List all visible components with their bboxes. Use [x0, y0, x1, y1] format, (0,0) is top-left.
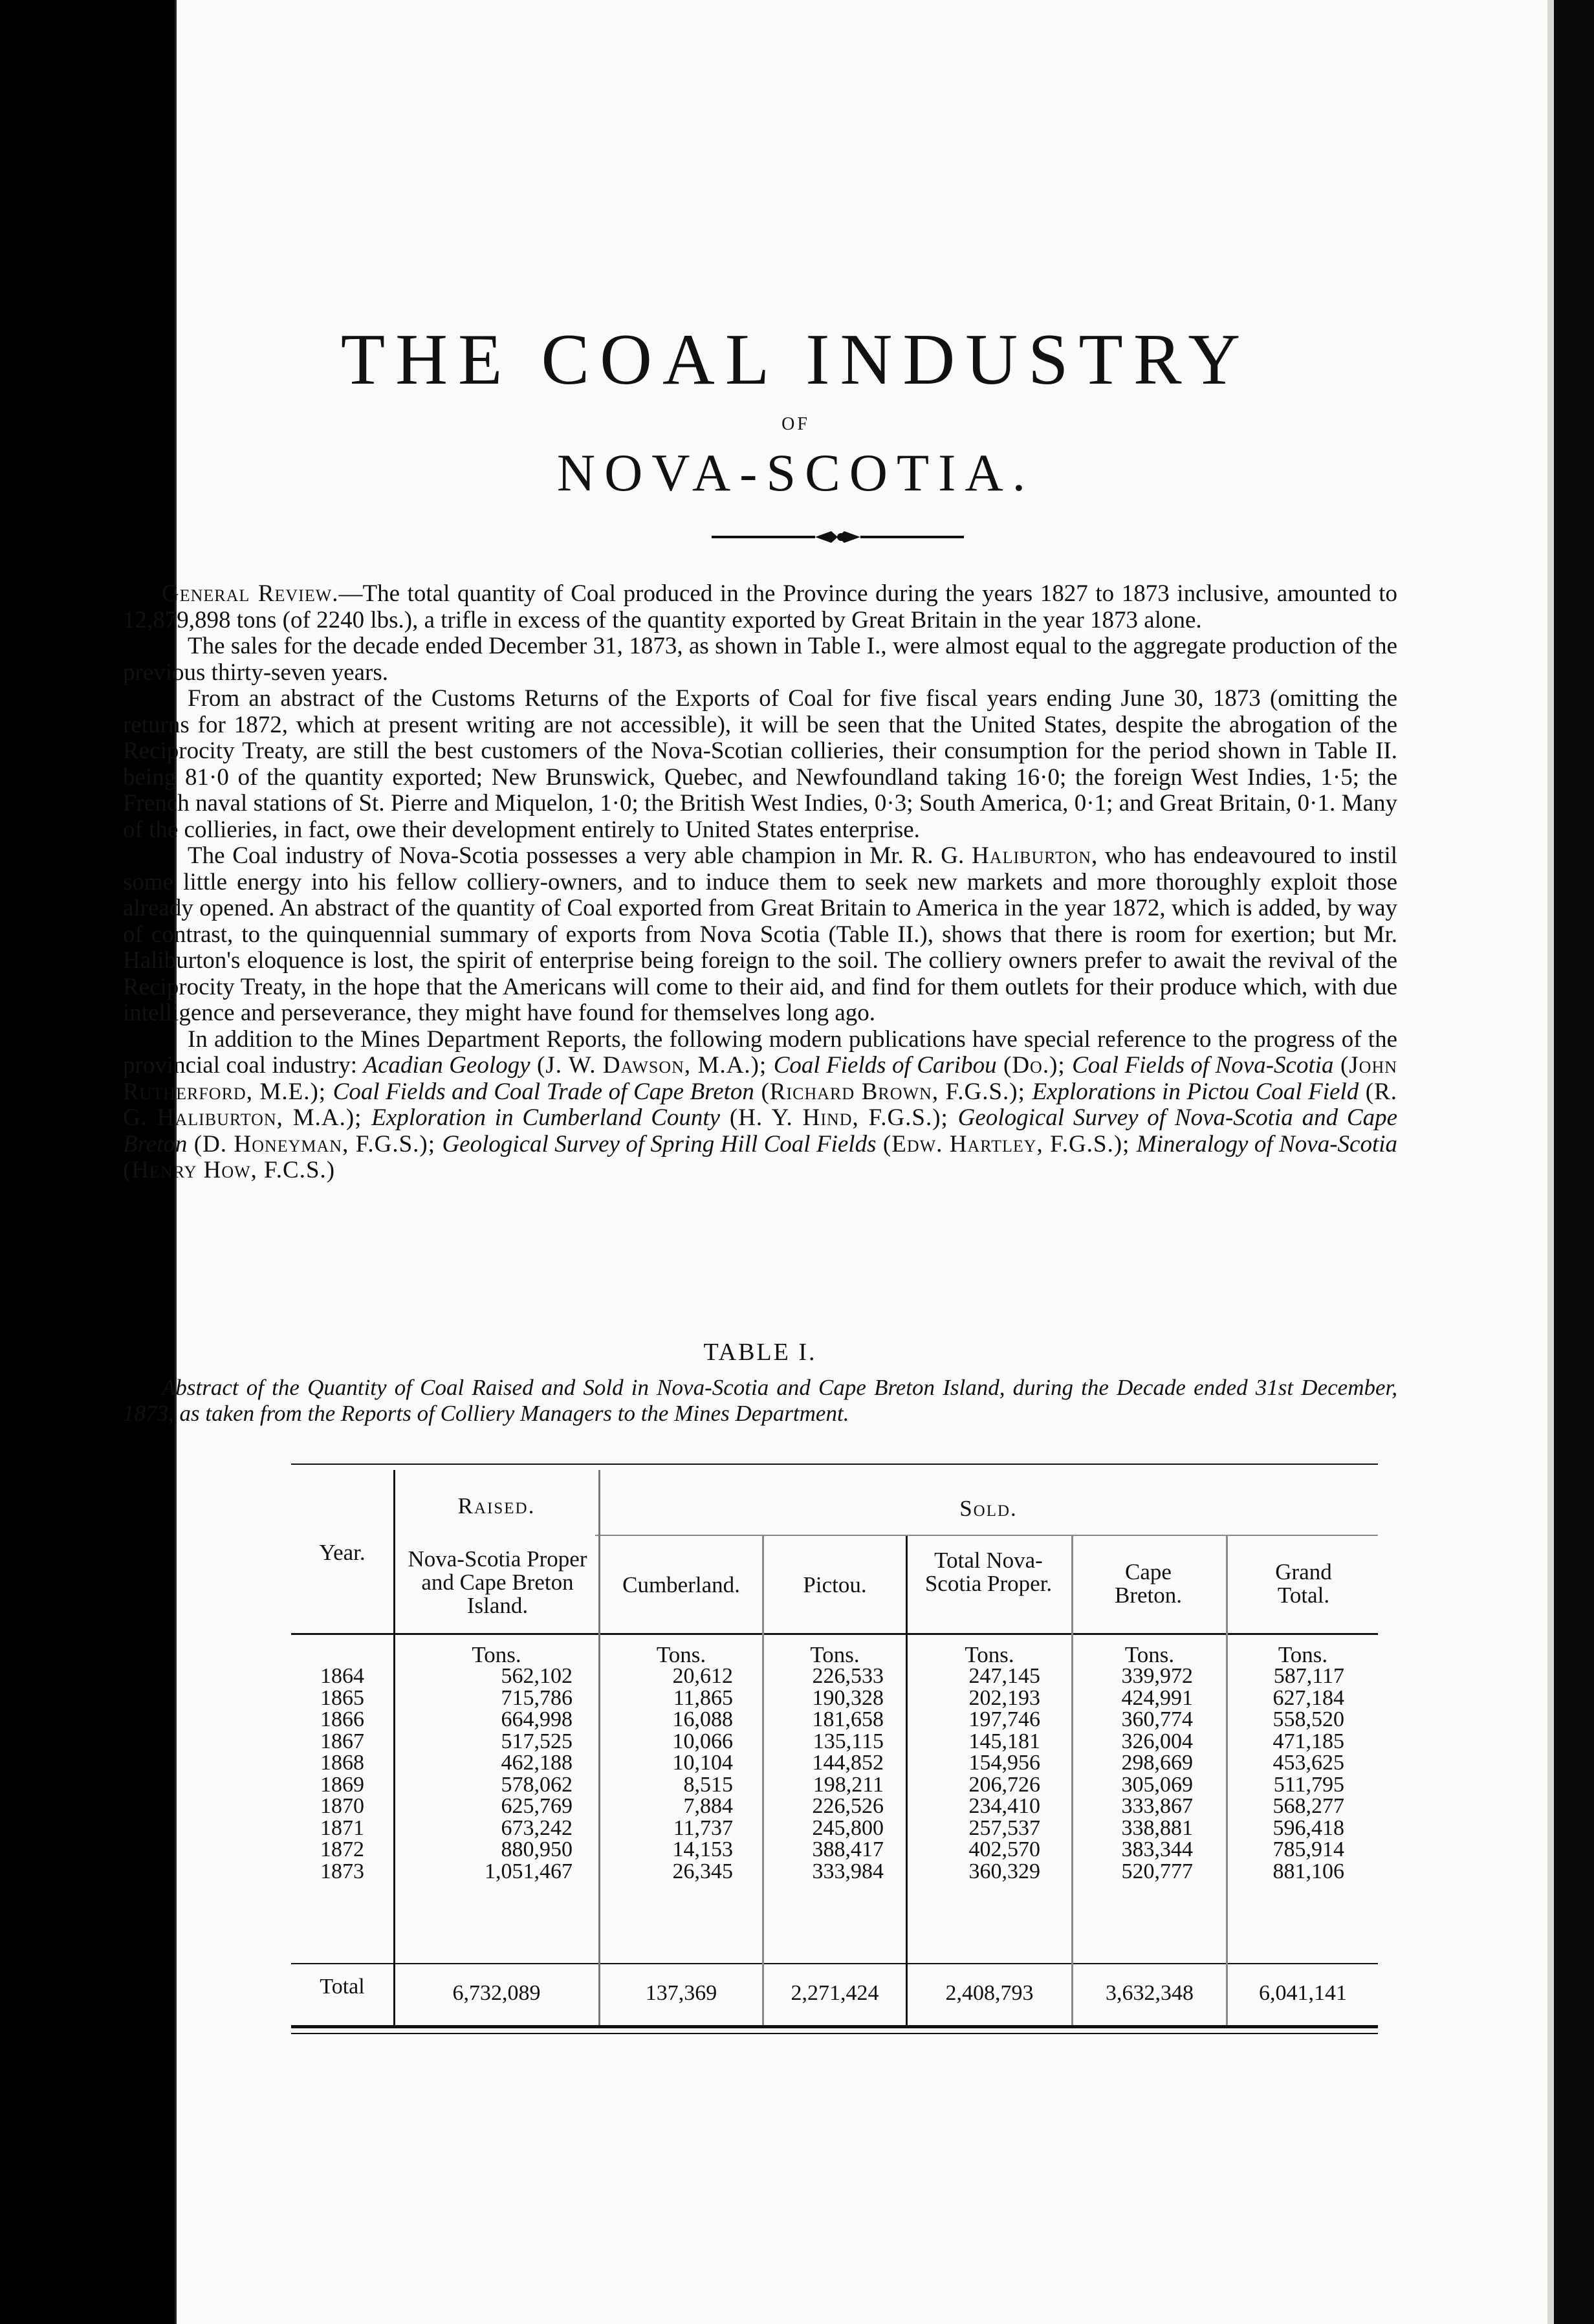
- table-cell: 333,984: [812, 1859, 884, 1883]
- table-cell: 388,417: [812, 1837, 884, 1861]
- table-cell: 673,242: [501, 1815, 573, 1840]
- table-cell: 154,956: [968, 1751, 1040, 1775]
- paragraph-3: From an abstract of the Customs Returns of the Exports of Coal for five fiscal years ending June 30, 1873 (omitting the returns for 1872, which at present writing are not accessible), it will be seen that the United States, despite the abrogation of the Reciprocity Treaty, are still the best customers of the Nova-Scotian collieries, their consumption for the period shown in Table II. being 81·0 of the quantity exported; New Brunswick, Quebec, and Newfoundland taking 16·0; the foreign West Indies, 1·5; the French naval stations of St. Pierre and Miquelon, 1·0; the British West Indies, 0·3; South America, 0·1; and Great Britain, 0·1. Many of the collieries, in fact, owe their development entirely to United States enterprise.: [123, 685, 1397, 843]
- table-cell: 234,410: [968, 1794, 1040, 1818]
- cumberland-col: [600, 1665, 733, 1882]
- table-cell: 16,088: [672, 1707, 733, 1731]
- table-cell: 298,669: [1121, 1751, 1193, 1775]
- unit-label: Tons.: [656, 1642, 706, 1667]
- table-cell: 226,533: [812, 1664, 884, 1688]
- table-top-rule: [291, 1463, 1378, 1465]
- table-bottom-rule-2: [291, 2033, 1378, 2034]
- table-cell: 247,145: [968, 1664, 1040, 1688]
- table-cell: 333,867: [1121, 1794, 1193, 1818]
- table-cell: 625,769: [501, 1794, 573, 1818]
- reference-title: Geological Survey of Spring Hill Coal Fields: [442, 1130, 877, 1157]
- total-cape-breton: 3,632,348: [1106, 1981, 1194, 2005]
- table-cell: 10,104: [672, 1751, 733, 1775]
- header-rule: [291, 1633, 1378, 1635]
- totals-rule: [291, 1963, 1378, 1964]
- table-cell: 197,746: [968, 1707, 1040, 1731]
- table-cell: 558,520: [1272, 1707, 1344, 1731]
- table-cell: 880,950: [501, 1837, 573, 1861]
- table-cell: 7,884: [683, 1794, 733, 1818]
- reference-author: (H. Y. Hind, F.G.S.);: [720, 1104, 958, 1131]
- table-cell: 339,972: [1121, 1664, 1193, 1688]
- table-cell: 520,777: [1121, 1859, 1193, 1883]
- header-pictou: Pictou.: [803, 1572, 867, 1597]
- table-cell: 11,737: [673, 1815, 733, 1840]
- reference-title: Exploration in Cumberland County: [371, 1104, 721, 1131]
- table-cell: 453,625: [1272, 1751, 1344, 1775]
- table-cell: 360,774: [1121, 1707, 1193, 1731]
- unit-label: Tons.: [965, 1642, 1014, 1667]
- paragraph-1: [123, 581, 1397, 633]
- reference-title: Coal Fields and Coal Trade of Cape Breton: [333, 1078, 754, 1105]
- year-cell: 1866: [320, 1707, 364, 1731]
- table-cell: 578,062: [501, 1772, 573, 1797]
- document-title: THE COAL INDUSTRY: [340, 320, 1251, 400]
- table-cell: 596,418: [1272, 1815, 1344, 1840]
- table-cell: 424,991: [1121, 1685, 1193, 1710]
- table-cell: 383,344: [1121, 1837, 1193, 1861]
- references-intro: In addition to the Mines Department Reports, the following modern publications have special reference to the progress of the provincial coal industry:: [123, 1025, 1397, 1079]
- total-nova-scotia-col: [908, 1665, 1040, 1882]
- unit-label: Tons.: [1124, 1642, 1175, 1667]
- table-cell: 562,102: [501, 1664, 573, 1688]
- year-cell: 1865: [320, 1685, 364, 1710]
- total-nova-scotia: 2,408,793: [945, 1981, 1034, 2005]
- coal-table: [291, 1463, 1378, 2046]
- paragraph-4-end: , who has endeavoured to instil some little energy into his fellow colliery-owners, and to induce them to seek new markets and more thoroughly exploit those already opened. An abstract of the quantity of Coal exported from Great Britain to America in the year 1872, which is added, by way of contrast, to the quinquennial summary of exports from Nova Scotia (Table II.), shows that there is room for exertion; but Mr. Haliburton's eloquence is lost, the spirit of enterprise being foreign to the soil. The colliery owners prefer to await the revival of the Reciprocity Treaty, in the hope that the Americans will come to their aid, and find for them outlets for their produce which, with due intelligence and perseverance, they might have found for themselves long ago.: [123, 842, 1398, 1026]
- reference-title: Geological Survey of Nova-Scotia and Cape Breton: [123, 1104, 1397, 1157]
- table-cell: 881,106: [1272, 1859, 1344, 1883]
- table-cell: 402,570: [968, 1837, 1040, 1861]
- document-subtitle: NOVA-SCOTIA.: [556, 443, 1035, 502]
- table-cell: 462,188: [501, 1751, 573, 1775]
- title-connector: OF: [781, 414, 810, 434]
- year-cell: 1867: [320, 1729, 364, 1753]
- year-cell: 1871: [320, 1815, 364, 1840]
- raised-col: [398, 1665, 573, 1882]
- section-lead: General Review.: [162, 580, 339, 607]
- table-cell: 26,345: [672, 1859, 733, 1883]
- table-cell: 11,865: [673, 1685, 733, 1710]
- pictou-col: [764, 1665, 884, 1882]
- reference-author: (Edw. Hartley, F.G.S.);: [876, 1130, 1137, 1157]
- reference-author: (Henry How, F.C.S.): [123, 1157, 336, 1183]
- table-cell: 198,211: [813, 1772, 884, 1797]
- paragraph-2: The sales for the decade ended December 31, 1873, as shown in Table I., were almost equal to the aggregate production of the previous thirty-seven years.: [123, 633, 1397, 686]
- table-cell: 360,329: [968, 1859, 1040, 1883]
- table-cell: 145,181: [968, 1729, 1040, 1753]
- table-cell: 627,184: [1272, 1685, 1344, 1710]
- reference-title: Coal Fields of Nova-Scotia: [1072, 1052, 1334, 1079]
- table-cell: 245,800: [812, 1815, 884, 1840]
- total-cumberland: 137,369: [645, 1981, 717, 2005]
- table-cell: 1,051,467: [485, 1859, 573, 1883]
- table-cell: 206,726: [968, 1772, 1040, 1797]
- year-cell: 1870: [320, 1794, 364, 1818]
- reference-author: (Do.);: [996, 1052, 1073, 1079]
- table-cell: 190,328: [812, 1685, 884, 1710]
- table-cell: 135,115: [813, 1729, 884, 1753]
- person-name: Haliburton: [972, 842, 1091, 869]
- total-raised: 6,732,089: [452, 1981, 541, 2005]
- reference-title: Acadian Geology: [363, 1052, 530, 1079]
- divider-ornament-icon: [712, 527, 964, 547]
- header-raised: Nova-Scotia Proper and Cape Breton Island.: [408, 1546, 587, 1618]
- table-cell: 202,193: [968, 1685, 1040, 1710]
- reference-author: (Richard Brown, F.G.S.);: [754, 1078, 1032, 1105]
- table-cell: 20,612: [672, 1664, 733, 1688]
- grand-total-col: [1228, 1665, 1344, 1882]
- table-cell: 14,153: [672, 1837, 733, 1861]
- year-cell: 1864: [320, 1664, 364, 1688]
- year-cell: 1873: [320, 1859, 364, 1883]
- header-sold-group: Sold.: [959, 1496, 1018, 1521]
- reference-author: (D. Honeyman, F.G.S.);: [187, 1130, 442, 1157]
- general-review-text: [123, 581, 1397, 1184]
- table-cell: 226,526: [812, 1794, 884, 1818]
- header-cumberland: Cumberland.: [622, 1572, 740, 1597]
- year-cell: 1869: [320, 1772, 364, 1797]
- reference-title: Coal Fields of Caribou: [773, 1052, 997, 1079]
- header-total-nova-scotia: Total Nova-Scotia Proper.: [924, 1548, 1053, 1596]
- book-spine-shadow: [1553, 0, 1594, 2324]
- table-cell: 568,277: [1272, 1794, 1344, 1818]
- table-cell: 10,066: [672, 1729, 733, 1753]
- year-cell: 1872: [320, 1837, 364, 1861]
- header-year: Year.: [319, 1540, 366, 1565]
- table-bottom-rule-1: [291, 2025, 1378, 2028]
- reference-title: Mineralogy of Nova-Scotia: [1136, 1130, 1398, 1157]
- table-cell: 326,004: [1121, 1729, 1193, 1753]
- table-cell: 511,795: [1273, 1772, 1344, 1797]
- table-cell: 338,881: [1121, 1815, 1193, 1840]
- paragraph-4: [123, 843, 1397, 1027]
- table-cell: 517,525: [501, 1729, 573, 1753]
- table-cell: 305,069: [1121, 1772, 1193, 1797]
- paragraph-5: [123, 1027, 1397, 1184]
- table-caption: Abstract of the Quantity of Coal Raised and Sold in Nova-Scotia and Cape Breton Island, during the Decade ended 31st December, 1873, as taken from the Reports of Colliery Managers to the Mines Department.: [123, 1375, 1397, 1426]
- sold-group-rule: [595, 1535, 1378, 1536]
- reference-title: Explorations in Pictou Coal Field: [1032, 1078, 1359, 1105]
- unit-label: Tons.: [1278, 1642, 1328, 1667]
- col-divider: [393, 1470, 395, 2025]
- page-edge: [1547, 0, 1554, 2324]
- table-cell: 785,914: [1272, 1837, 1344, 1861]
- table-cell: 257,537: [968, 1815, 1040, 1840]
- header-cape-breton: Cape Breton.: [1114, 1559, 1182, 1608]
- table-cell: 8,515: [683, 1772, 733, 1797]
- table-heading: TABLE I.: [703, 1339, 817, 1366]
- total-grand: 6,041,141: [1259, 1981, 1347, 2005]
- table-cell: 664,998: [501, 1707, 573, 1731]
- header-grand-total: Grand Total.: [1275, 1559, 1332, 1608]
- header-raised-group: Raised.: [457, 1493, 536, 1518]
- total-label: Total: [320, 1975, 365, 1999]
- table-cell: 715,786: [501, 1685, 573, 1710]
- table-cell: 587,117: [1273, 1664, 1344, 1688]
- paragraph-4-start: The Coal industry of Nova-Scotia possesses a very able champion in Mr. R. G.: [188, 842, 972, 869]
- paragraph-1-text: —The total quantity of Coal produced in the Province during the years 1827 to 1873 inclusive, amounted to 12,879,898 tons (of 2240 lbs.), a trifle in excess of the quantity exported by Great Britain in the year 1873 alone.: [123, 580, 1397, 633]
- year-cell: 1868: [320, 1751, 364, 1775]
- reference-author: (J. W. Dawson, M.A.);: [530, 1052, 774, 1079]
- reference-author: (John Rutherford, M.E.);: [123, 1052, 1397, 1105]
- reference-author: (R. G. Haliburton, M.A.);: [123, 1078, 1397, 1131]
- unit-label: Tons.: [810, 1642, 860, 1667]
- table-cell: 471,185: [1272, 1729, 1344, 1753]
- table-cell: 144,852: [812, 1751, 884, 1775]
- total-pictou: 2,271,424: [791, 1981, 879, 2005]
- cape-breton-col: [1073, 1665, 1193, 1882]
- table-cell: 181,658: [812, 1707, 884, 1731]
- unit-label: Tons.: [472, 1642, 521, 1667]
- year-col: [291, 1665, 393, 1882]
